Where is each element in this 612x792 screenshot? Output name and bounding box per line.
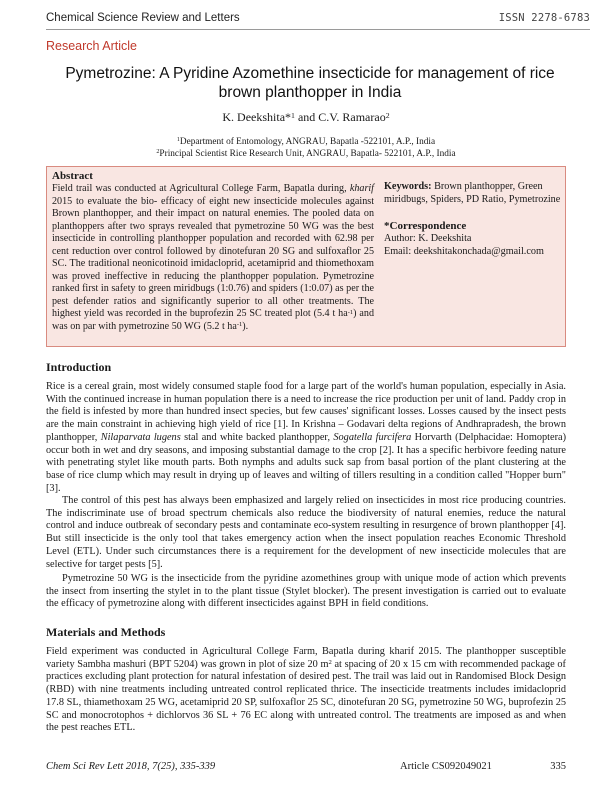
methods-p1-part-b: at spacing of 20 x 15 cm with recommended package of practices excluding plant protection for natural infestation of desired pest. The trail was laid out in Randomised Block Design (RBD) with nine treatments including untreated control replicated thrice. The insecticide treatments includes imidacloprid 17.8 SL, thiamethoxam 25 WG, acetamiprid 20 SP, sulfoxaflor 25 SC, dinotefuran 20 SG, pymetrozine 50 WG, buprofezin 25 SC and monocrotophos + dichlorvos 36 SL + 76 EC along with untreated control. The treatments are imposed as and when the pest reaches ETL.	[46, 658, 566, 734]
intro-p1-part-c: Horvarth (Delphacidae: Homoptera) occur both in wet and dry seasons, and imposing substantial damage to the crop [2]. It has a specific herbivore feeding nature with penetrating stylet like mouth parts. Both nymphs and adults suck sap from basal portion of the plant clustering at the base of rice clump which may result in drying up of leaves and wilting of tillers resulting in a condition called "Hopper burn" [3].	[46, 431, 567, 494]
paper-title	[40, 64, 580, 102]
correspondence-author: Author: K. Deekshita	[384, 233, 472, 244]
abstract-heading: Abstract	[52, 170, 93, 182]
introduction-paragraph-1	[46, 381, 566, 495]
affiliation-1-sup: 1	[176, 137, 180, 144]
footer-citation	[46, 761, 215, 772]
introduction-paragraph-2: The control of this pest has always been emphasized and largely relied on insecticides in most rice producing countries. The indiscriminate use of broad spectrum chemicals also reduce the biodiversity of natural enemies, reduce the natural control and induce outbreak of secondary pests and contaminate eco-system resulting in resurgence of brown planthopper [4]. But still insecticide is the only tool that takes emergency action when the insect population reaches Economic Threshold Level (ETL). Under such circumstances there is a requirement for the development of new insecticide molecules that are selective for target pests [5].	[46, 495, 566, 570]
footer-article-id: Article CS092049021	[400, 761, 492, 772]
methods-paragraph-1	[46, 646, 566, 735]
issn: ISSN 2278-6783	[498, 12, 590, 24]
abstract-unit-sup-2: -1	[236, 321, 243, 329]
correspondence-heading: *Correspondence	[384, 220, 467, 232]
intro-p1-part-b: stal and white backed planthopper,	[180, 431, 334, 443]
article-type: Research Article	[46, 39, 138, 53]
author-1-affil-sup: 1	[291, 110, 295, 120]
abstract-text	[52, 183, 374, 334]
affiliation-1-text: Department of Entomology, ANGRAU, Bapatla -522101, A.P., India	[179, 137, 436, 147]
species-nilaparvata: Nilaparvata lugens	[100, 431, 181, 443]
page-number: 335	[550, 761, 566, 772]
abstract-unit-sup-1: -1	[347, 308, 354, 316]
abstract-part-4: ).	[242, 321, 249, 333]
header-divider	[46, 29, 590, 30]
affiliation-2	[0, 148, 612, 160]
author-list	[0, 110, 612, 125]
introduction-heading: Introduction	[46, 360, 112, 374]
author-2-affil-sup: 2	[385, 110, 390, 120]
correspondence	[384, 220, 561, 258]
abstract-kharif: kharif	[349, 183, 374, 194]
methods-heading: Materials and Methods	[46, 625, 166, 639]
affiliations	[0, 136, 612, 160]
affiliation-1	[0, 136, 612, 148]
abstract-box	[46, 166, 566, 347]
introduction-paragraph-3: Pymetrozine 50 WG is the insecticide from the pyridine azomethines group with unique mode of action which prevents the insect from inserting the stylet in to the plant tissue (Stylet blocker). The present investigation is carried out to evaluate the efficacy of pymetrozine along with different insecticides against BPH in field conditions.	[46, 573, 566, 610]
intro-p1-part-a: Rice is a cereal grain, most widely consumed staple food for a large part of the world's human population, especially in Asia. With the continued increase in human population there is a need to increase the rice production per unit of land. Paddy crop in the field is infested by more than hundred insect species, but few causes' significant losses. Losses caused by the insect pests are the main constraint in achieving high yield of rice [1]. In Krishna – Godavari delta regions of Andhrapradesh, the brown planthopper,	[46, 381, 566, 443]
abstract-part-3: ) and was on par with pymetrozine 50 WG (5.2 t ha	[52, 308, 374, 333]
methods-area-sup: 2	[328, 658, 332, 666]
affiliation-2-text: Principal Scientist Rice Research Unit, ANGRAU, Bapatla- 522101, A.P., India	[159, 149, 456, 159]
footer-citation-text: Chem Sci Rev Lett 2018, 7(25), 335-339	[46, 761, 216, 772]
keywords-label: Keywords:	[384, 181, 432, 192]
author-2: and C.V. Ramarao	[294, 110, 386, 124]
journal-name: Chemical Science Review and Letters	[46, 12, 240, 24]
methods-p1-part-a: Field experiment was conducted in Agricultural College Farm, Bapatla during kharif 2015. The planthopper susceptible variety Sambha mashuri (BPT 5204) was grown in plot of size 20 m	[46, 646, 566, 670]
keywords	[384, 181, 561, 206]
abstract-part-1: Field trail was conducted at Agricultural College Farm, Bapatla during,	[52, 183, 350, 194]
title-line-1: Pymetrozine: A Pyridine Azomethine insecticide for management of rice	[65, 65, 555, 82]
affiliation-2-sup: 2	[156, 149, 160, 156]
correspondence-email[interactable]: Email: deekshitakonchada@gmail.com	[384, 245, 544, 257]
title-line-2: brown planthopper in India	[218, 84, 402, 101]
keywords-column	[384, 181, 561, 258]
abstract-part-2: 2015 to evaluate the bio- efficacy of eight new insecticide molecules against Brown planthopper, and their impact on natural enemies. The pooled data on planthoppers after two sprays revealed that pymetrozine 50 WG was the best insecticide in controlling planthopper population and recorded with 62.98 per cent reduction over control followed by dinotefuran 20 SG and sulfoxaflor 25 SC. The traditional neonicotinoid imidacloprid, acetamiprid and thiomethoxam was proved ineffective in reducing the planthopper population. Pymetrozine ranked first in safety to green miridbugs (1:0.76) and spiders (1:0.07) as per the pest defender ratios and significantly superior to all other treatments. The highest yield was recorded in the buprofezin 25 SC treated plot (5.4 t ha	[52, 195, 374, 320]
abstract-column	[52, 170, 374, 334]
keywords-text: Brown planthopper, Green miridbugs, Spiders, PD Ratio, Pymetrozine	[384, 181, 561, 205]
species-sogatella: Sogatella furcifera	[333, 431, 412, 443]
author-1: K. Deekshita*	[222, 110, 292, 124]
